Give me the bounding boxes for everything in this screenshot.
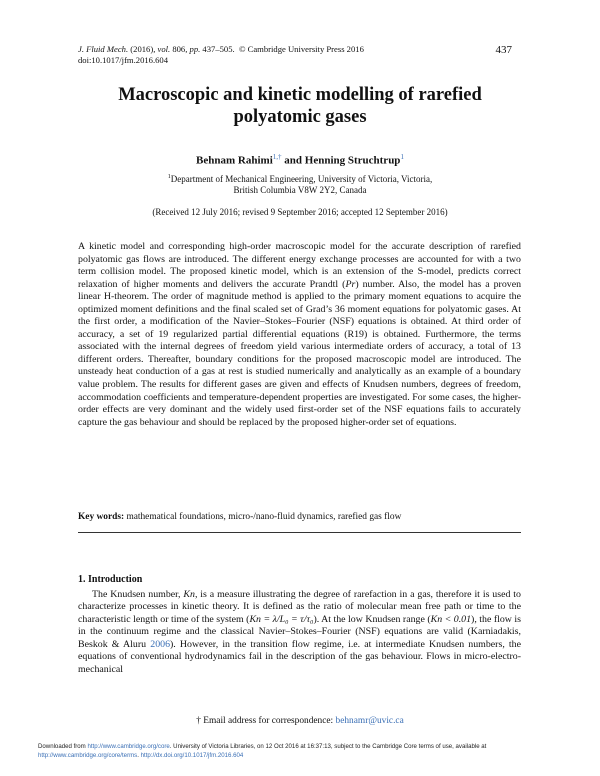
download-text-1: Downloaded from <box>38 743 86 750</box>
abstract-part-1: A kinetic model and corresponding high-order macroscopic model for the accurate description of rarefied polyatomic gas flows are introduced. The different energy exchange processes are accounted for with a two term collision model. The proposed kinetic model, which is an extension of the S-model, predicts correct relaxation of higher moments and delivers the accurate Prandtl ( <box>78 241 521 290</box>
footnote <box>60 716 540 726</box>
knudsen-symbol: Kn <box>183 589 195 600</box>
doi: doi:10.1017/jfm.2016.604 <box>78 55 168 65</box>
doi-link[interactable]: http://dx.doi.org/10.1017/jfm.2016.604 <box>140 751 244 759</box>
footnote-label: † Email address for correspondence: <box>196 716 334 726</box>
author-conjunction: and <box>284 154 303 167</box>
keywords <box>78 512 521 522</box>
download-text-2: . University of Victoria Libraries, on 12 Oct 2016 at 16:37:13, subject to the Cambridge Core terms of use, available at <box>169 743 487 750</box>
knudsen-definition: Kn = λ/L₀ = τ/τ₀ <box>249 613 314 625</box>
divider <box>78 532 521 533</box>
title-line-2: polyatomic gases <box>233 107 367 127</box>
paper-title <box>60 84 540 128</box>
download-notice <box>38 743 578 760</box>
journal-pages: 437–505. <box>202 44 235 54</box>
author-2-marker[interactable]: 1 <box>400 153 404 161</box>
journal-name: J. Fluid Mech. <box>78 44 129 54</box>
intro-paragraph <box>78 589 521 676</box>
authors <box>60 153 540 167</box>
journal-citation <box>78 44 364 66</box>
affiliation-marker: 1 <box>167 174 171 180</box>
keywords-text: mathematical foundations, micro-/nano-fluid dynamics, rarefied gas flow <box>126 512 402 522</box>
knudsen-range: Kn < 0.01 <box>430 613 472 625</box>
page-number: 437 <box>495 44 512 56</box>
copyright: © Cambridge University Press 2016 <box>238 44 364 54</box>
keywords-label: Key words: <box>78 512 125 522</box>
prandtl-symbol: Pr <box>345 278 356 290</box>
intro-text-3: ). At the low Knudsen range ( <box>313 613 431 625</box>
title-line-1: Macroscopic and kinetic modelling of rarefied <box>118 85 482 105</box>
author-2: Henning Struchtrup <box>304 154 401 167</box>
download-text-3: . <box>137 751 139 759</box>
affiliation-line-1: Department of Mechanical Engineering, University of Victoria, Victoria, <box>170 174 433 184</box>
affiliation-line-2: British Columbia V8W 2Y2, Canada <box>233 185 367 195</box>
section-number: 1. <box>78 574 86 585</box>
author-1: Behnam Rahimi <box>196 154 273 167</box>
abstract-part-2: ) number. Also, the model has a proven linear H-theorem. The order of magnitude method is applied to the primary moment equations to acquire the optimized moment definitions and the final scaled set of Grad’s 36 moment equations for polyatomic gases. At the first order, a modification of the Navier–Stokes–Fourier (NSF) equations is obtained. At third order of accuracy, a set of 19 regularized partial differential equations (R19) is obtained. Furthermore, the terms associated with the internal degrees of freedom yield various intermediate orders of accuracy, a total of 13 different orders. Thereafter, boundary conditions for the proposed macroscopic model are introduced. The unsteady heat conduction of a gas at rest is studied numerically and analytically as an example of a boundary value problem. The results for different gases are given and effects of Knudsen numbers, degrees of freedom, accommodation coefficients and temperature-dependent properties are investigated. For some cases, the higher-order effects are very dominant and the widely used first-order set of the NSF equations fails to accurately capture the gas behaviour and should be replaced by the proposed higher-order set of equations. <box>78 278 522 428</box>
abstract <box>78 241 521 429</box>
citation-link[interactable]: 2006 <box>150 638 170 650</box>
terms-link[interactable]: http://www.cambridge.org/core/terms <box>38 751 138 759</box>
cambridge-core-link[interactable]: http://www.cambridge.org/core <box>87 743 170 750</box>
intro-text-5: ). However, in the transition flow regime, i.e. at intermediate Knudsen numbers, the equations of conventional hydrodynamics fail in the description of the gas behaviour. Flows in micro-electro-mechanical <box>78 638 521 675</box>
email-link[interactable]: behnamr@uvic.ca <box>335 716 404 726</box>
journal-year: (2016), <box>130 44 156 54</box>
journal-vol-label: vol. <box>157 44 171 54</box>
section-title: Introduction <box>88 574 143 585</box>
intro-text-1: The Knudsen number, <box>92 589 184 600</box>
journal-vol-number: 806, <box>172 44 188 54</box>
intro-text-2: , is a measure illustrating the degree of rarefaction in a gas, therefore it is used to characterize processes in kinetic theory. It is defined as the ratio of molecular mean free path or time to the characteristic length or time of the system ( <box>78 589 521 625</box>
received-dates: (Received 12 July 2016; revised 9 September 2016; accepted 12 September 2016) <box>152 207 448 217</box>
intro-text-4: ), the flow is in the continuum regime and the classical Navier–Stokes–Fourier (NSF) equations are valid (Karniadakis, Beskok & Aluru <box>78 613 521 650</box>
journal-pp-label: pp. <box>189 44 201 54</box>
section-heading <box>78 574 142 585</box>
author-1-marker[interactable]: 1,† <box>272 153 282 161</box>
affiliation <box>60 172 540 196</box>
